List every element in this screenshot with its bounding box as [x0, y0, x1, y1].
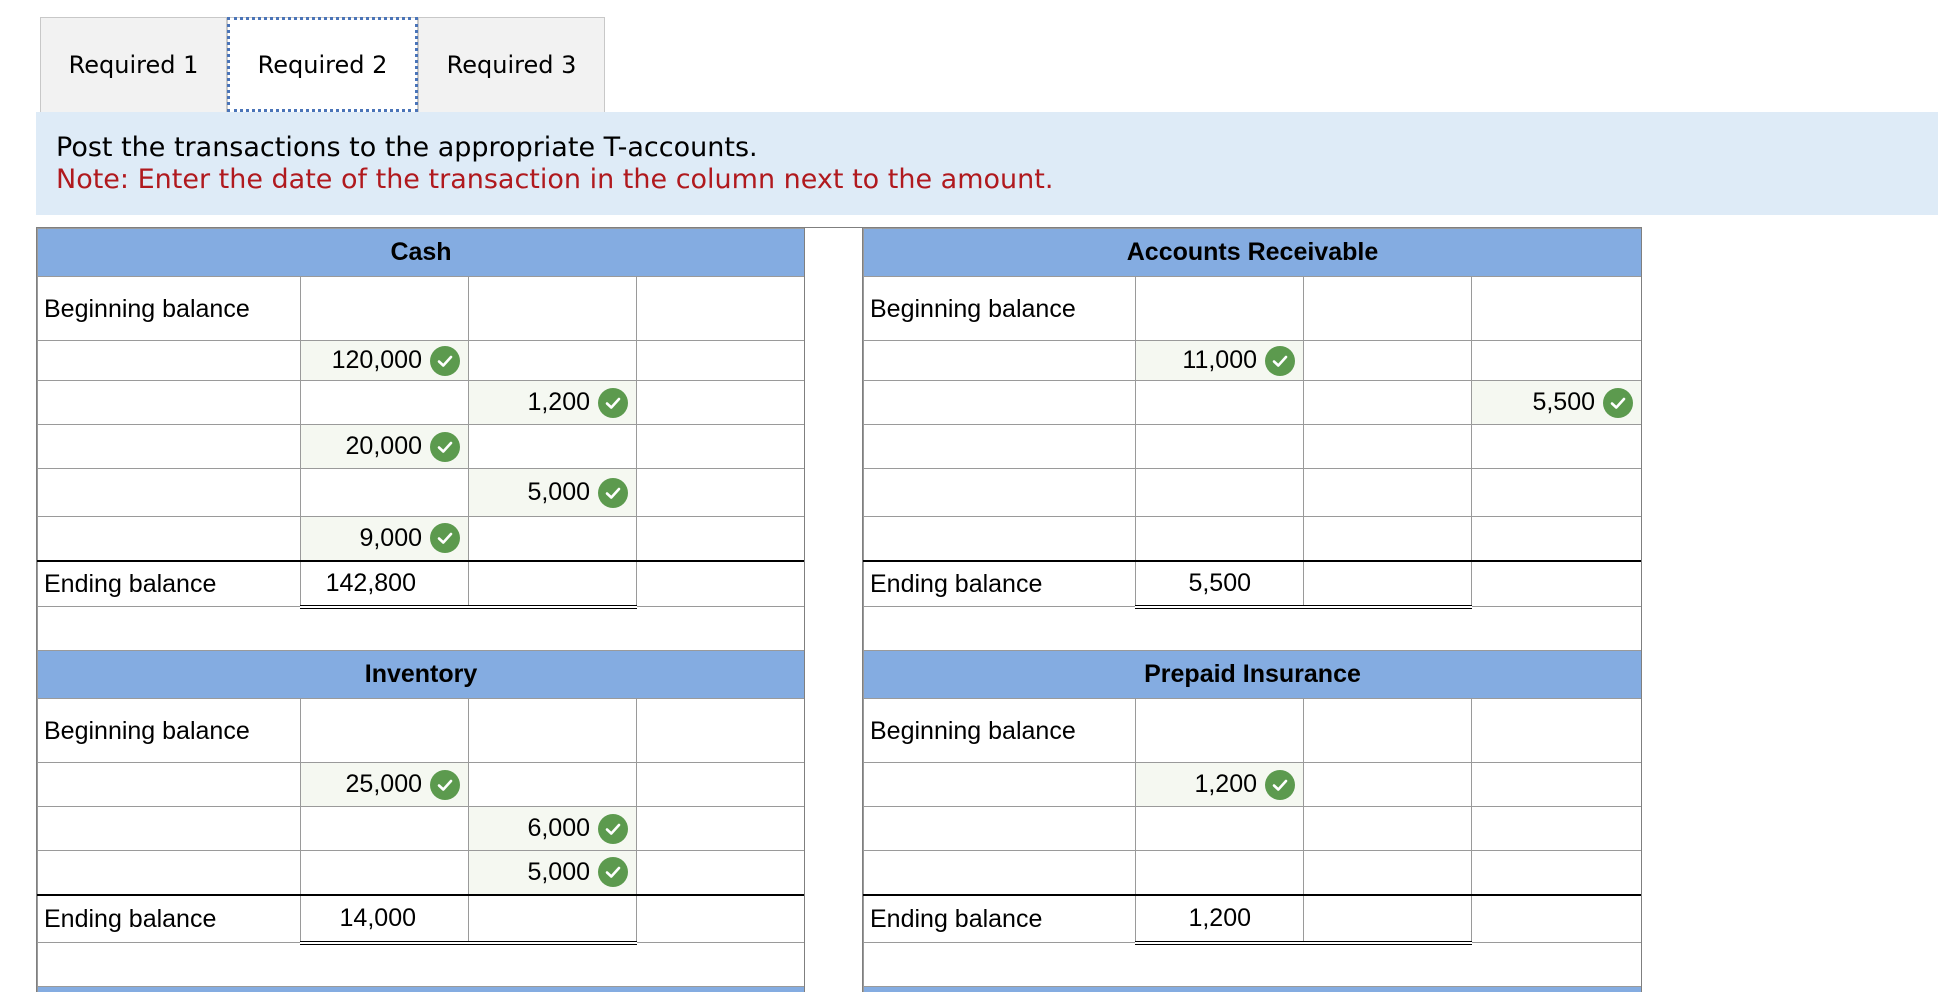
account-title-accounts-receivable: Accounts Receivable — [864, 229, 1642, 277]
next-account-header — [38, 987, 805, 992]
ending-debit-balance — [1136, 895, 1304, 943]
ending-value: 5,500 — [1188, 568, 1251, 597]
ending-balance-label: Ending balance — [864, 895, 1136, 943]
account-title-prepaid-insurance: Prepaid Insurance — [864, 651, 1642, 699]
date-input[interactable] — [864, 381, 1136, 425]
credit-input[interactable] — [1472, 469, 1642, 517]
spacer-row — [38, 607, 805, 651]
tab-required-2[interactable]: Required 2 — [227, 17, 418, 112]
credit-date-input[interactable] — [469, 517, 637, 561]
credit-date-input[interactable] — [1304, 851, 1472, 895]
debit-input[interactable] — [1136, 277, 1304, 341]
date-input[interactable] — [38, 763, 301, 807]
credit-amount[interactable] — [469, 469, 637, 517]
instruction-note: Note: Enter the date of the transaction in the column next to the amount. — [56, 164, 1054, 195]
spacer-row — [38, 943, 805, 987]
beginning-balance-label: Beginning balance — [38, 699, 301, 763]
empty-cell — [1472, 561, 1642, 607]
ending-debit-balance — [301, 895, 469, 943]
credit-amount[interactable] — [1472, 381, 1642, 425]
date-input[interactable] — [38, 341, 301, 381]
next-account-header — [864, 987, 1642, 992]
credit-date-input[interactable] — [1304, 425, 1472, 469]
debit-amount[interactable] — [301, 341, 469, 381]
credit-amount[interactable] — [469, 381, 637, 425]
credit-date-input[interactable] — [1304, 341, 1472, 381]
credit-date-input[interactable] — [1304, 381, 1472, 425]
credit-date-input[interactable] — [469, 763, 637, 807]
date-input[interactable] — [38, 517, 301, 561]
ending-credit-balance — [469, 895, 637, 943]
credit-input[interactable] — [637, 763, 805, 807]
instructions-panel — [36, 112, 1938, 215]
debit-input[interactable] — [301, 851, 469, 895]
credit-input[interactable] — [637, 425, 805, 469]
divider — [805, 227, 862, 228]
amount-value: 120,000 — [331, 346, 422, 374]
ending-balance-label: Ending balance — [864, 561, 1136, 607]
debit-input[interactable] — [301, 807, 469, 851]
check-icon — [598, 814, 628, 844]
check-icon — [1265, 770, 1295, 800]
check-icon — [1603, 388, 1633, 418]
check-icon — [598, 388, 628, 418]
debit-amount[interactable] — [301, 763, 469, 807]
inventory-t-account — [37, 650, 805, 992]
ending-value: 142,800 — [325, 568, 416, 597]
credit-input[interactable] — [1472, 851, 1642, 895]
check-icon — [430, 523, 460, 553]
ending-debit-balance — [1136, 561, 1304, 607]
debit-input[interactable] — [1136, 425, 1304, 469]
amount-value: 5,000 — [527, 478, 590, 506]
credit-amount[interactable] — [469, 851, 637, 895]
credit-input[interactable] — [637, 851, 805, 895]
credit-input[interactable] — [1472, 517, 1642, 561]
credit-input[interactable] — [1472, 425, 1642, 469]
credit-input[interactable] — [637, 699, 805, 763]
credit-input[interactable] — [1472, 277, 1642, 341]
date-input[interactable] — [864, 469, 1136, 517]
amount-value: 1,200 — [1194, 770, 1257, 798]
debit-amount[interactable] — [301, 517, 469, 561]
ending-balance-label: Ending balance — [38, 561, 301, 607]
amount-value: 5,500 — [1532, 388, 1595, 416]
credit-date-input[interactable] — [1304, 469, 1472, 517]
debit-input[interactable] — [301, 381, 469, 425]
check-icon — [1265, 346, 1295, 376]
check-icon — [430, 770, 460, 800]
ending-value: 14,000 — [339, 903, 416, 932]
date-input[interactable] — [38, 425, 301, 469]
date-input[interactable] — [864, 851, 1136, 895]
amount-value: 11,000 — [1182, 346, 1257, 374]
amount-value: 1,200 — [527, 388, 590, 416]
debit-input[interactable] — [1136, 381, 1304, 425]
amount-value: 25,000 — [345, 770, 422, 798]
debit-input[interactable] — [1136, 699, 1304, 763]
debit-input[interactable] — [1136, 851, 1304, 895]
tab-required-1[interactable]: Required 1 — [40, 17, 227, 112]
ending-credit-balance — [1304, 895, 1472, 943]
empty-cell — [1472, 895, 1642, 943]
ending-credit-balance — [1304, 561, 1472, 607]
date-input[interactable] — [38, 469, 301, 517]
check-icon — [430, 346, 460, 376]
date-input[interactable] — [864, 425, 1136, 469]
debit-amount[interactable] — [1136, 763, 1304, 807]
credit-date-input[interactable] — [469, 277, 637, 341]
ending-balance-label: Ending balance — [38, 895, 301, 943]
credit-date-input[interactable] — [469, 425, 637, 469]
credit-date-input[interactable] — [1304, 517, 1472, 561]
amount-value: 20,000 — [345, 432, 422, 460]
credit-input[interactable] — [1472, 807, 1642, 851]
date-input[interactable] — [38, 807, 301, 851]
empty-cell — [637, 561, 805, 607]
check-icon — [430, 432, 460, 462]
debit-input[interactable] — [301, 699, 469, 763]
prepaid-insurance-t-account — [863, 650, 1642, 992]
credit-input[interactable] — [1472, 341, 1642, 381]
credit-input[interactable] — [637, 469, 805, 517]
empty-cell — [637, 895, 805, 943]
debit-input[interactable] — [301, 469, 469, 517]
credit-input[interactable] — [1472, 763, 1642, 807]
amount-value: 9,000 — [359, 523, 422, 552]
date-input[interactable] — [864, 517, 1136, 561]
credit-input[interactable] — [637, 381, 805, 425]
credit-input[interactable] — [1472, 699, 1642, 763]
credit-date-input[interactable] — [1304, 277, 1472, 341]
beginning-balance-label: Beginning balance — [864, 277, 1136, 341]
check-icon — [598, 857, 628, 887]
check-icon — [598, 478, 628, 508]
debit-input[interactable] — [1136, 469, 1304, 517]
beginning-balance-label: Beginning balance — [38, 277, 301, 341]
credit-date-input[interactable] — [1304, 699, 1472, 763]
spacer-row — [864, 607, 1642, 651]
right-t-accounts — [862, 227, 1642, 992]
credit-input[interactable] — [637, 807, 805, 851]
credit-date-input[interactable] — [1304, 763, 1472, 807]
amount-value: 5,000 — [527, 857, 590, 886]
credit-input[interactable] — [637, 517, 805, 561]
credit-amount[interactable] — [469, 807, 637, 851]
beginning-balance-label: Beginning balance — [864, 699, 1136, 763]
debit-input[interactable] — [301, 277, 469, 341]
ending-value: 1,200 — [1188, 903, 1251, 932]
credit-input[interactable] — [637, 341, 805, 381]
debit-input[interactable] — [1136, 807, 1304, 851]
requirement-tabs — [40, 17, 605, 112]
date-input[interactable] — [38, 381, 301, 425]
credit-date-input[interactable] — [1304, 807, 1472, 851]
spacer-row — [864, 943, 1642, 987]
date-input[interactable] — [864, 341, 1136, 381]
account-title-inventory: Inventory — [38, 651, 805, 699]
account-title-cash: Cash — [38, 229, 805, 277]
ending-credit-balance — [469, 561, 637, 607]
left-t-accounts — [36, 227, 805, 992]
accounts-receivable-t-account — [863, 228, 1642, 651]
credit-date-input[interactable] — [469, 341, 637, 381]
debit-input[interactable] — [1136, 517, 1304, 561]
tab-required-3[interactable]: Required 3 — [418, 17, 605, 112]
amount-value: 6,000 — [527, 814, 590, 842]
date-input[interactable] — [864, 763, 1136, 807]
debit-amount[interactable] — [1136, 341, 1304, 381]
debit-amount[interactable] — [301, 425, 469, 469]
instruction-text: Post the transactions to the appropriate T-accounts. — [56, 132, 758, 163]
date-input[interactable] — [864, 807, 1136, 851]
credit-input[interactable] — [637, 277, 805, 341]
date-input[interactable] — [38, 851, 301, 895]
cash-t-account — [37, 228, 805, 651]
ending-debit-balance — [301, 561, 469, 607]
credit-date-input[interactable] — [469, 699, 637, 763]
